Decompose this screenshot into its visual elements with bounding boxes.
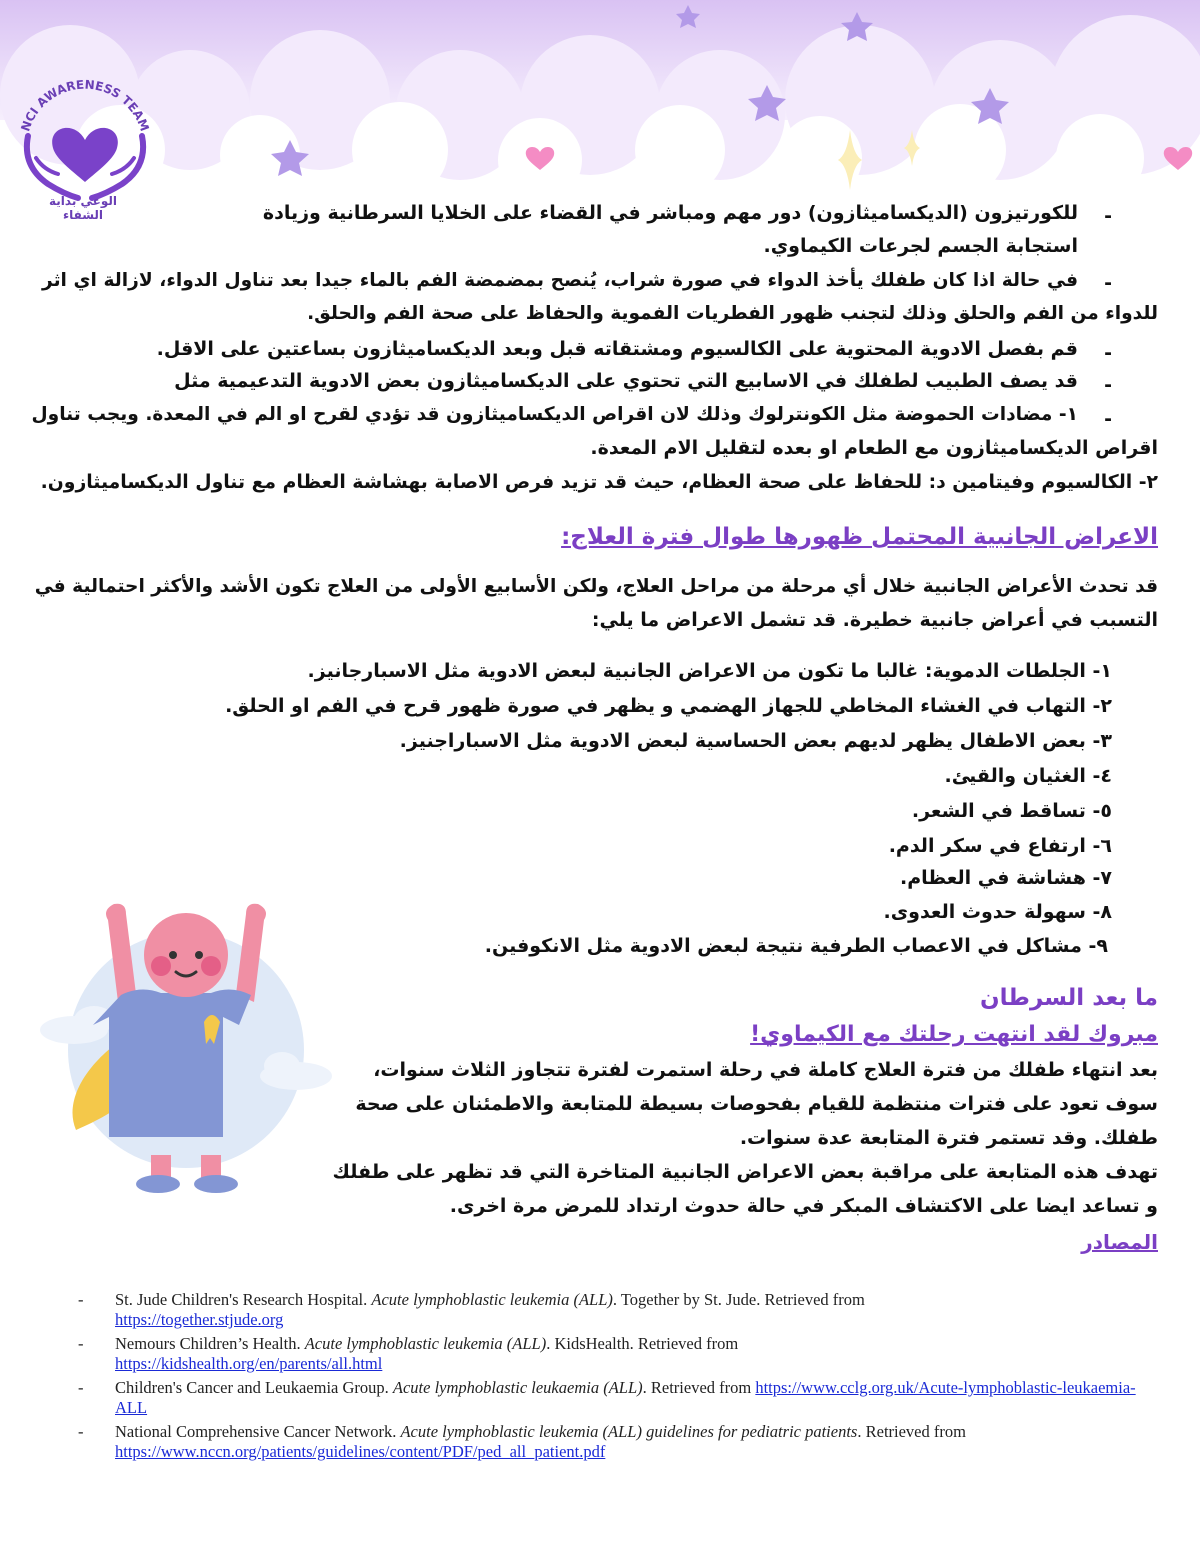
source-tail: . Retrieved from	[857, 1422, 966, 1441]
side-effects-intro-line: التسبب في أعراض جانبية خطيرة. قد تشمل الاعراض ما يلي:	[591, 609, 1158, 631]
child-superhero-illustration	[36, 900, 336, 1210]
list-item: ٣- بعض الاطفال يظهر لديهم بعض الحساسية لبعض الادوية مثل الاسباراجنيز.	[399, 730, 1112, 752]
source-author: National Comprehensive Cancer Network.	[115, 1422, 401, 1441]
header-clouds-decoration	[0, 0, 1200, 200]
source-item	[78, 1378, 1138, 1418]
sources-list	[78, 1290, 1138, 1466]
bullet-dash: -	[1104, 272, 1112, 294]
list-item: ٦- ارتفاع في سكر الدم.	[888, 835, 1112, 857]
source-tail: . Together by St. Jude. Retrieved from	[612, 1290, 865, 1309]
list-item: ١- الجلطات الدموية: غالبا ما تكون من الاعراض الجانبية لبعض الادوية مثل الاسبارجانيز.	[307, 660, 1112, 682]
paragraph-line: بعد انتهاء طفلك من فترة العلاج كاملة في رحلة استمرت لفترة تتجاوز الثلاث سنوات،	[373, 1059, 1158, 1081]
bullet-dash: -	[1104, 342, 1112, 364]
after-cancer-heading: ما بعد السرطان	[980, 985, 1158, 1011]
bullet-line: ١- مضادات الحموضة مثل الكونترلوك وذلك لان اقراص الديكساميثازون قد تؤدي لقرح او الم في المعدة. ويجب تناول	[31, 404, 1078, 425]
paragraph-line: سوف تعود على فترات منتظمة للقيام بفحوصات بسيطة للمتابعة والاطمئنان على صحة	[355, 1093, 1158, 1115]
bullet-line: استجابة الجسم لجرعات الكيماوي.	[763, 235, 1078, 257]
svg-text:NCI AWARENESS TEAM: NCI AWARENESS TEAM	[18, 77, 152, 134]
heart-icon	[52, 128, 118, 182]
bullet-dash: -	[1104, 205, 1112, 227]
source-item	[78, 1334, 1138, 1374]
source-author: St. Jude Children's Research Hospital.	[115, 1290, 372, 1309]
source-tail: . Retrieved from	[642, 1378, 756, 1397]
list-item: ٤- الغثيان والقيئ.	[944, 765, 1112, 787]
source-item	[78, 1290, 1138, 1330]
source-title: Acute lymphoblastic leukemia (ALL) guidelines for pediatric patients	[400, 1422, 858, 1441]
source-bullet: -	[78, 1422, 84, 1441]
source-link[interactable]: https://www.cclg.org.uk/Acute-lymphoblastic-leukaemia-ALL	[115, 1378, 1136, 1417]
source-author: Children's Cancer and Leukaemia Group.	[115, 1378, 393, 1397]
source-bullet: -	[78, 1378, 84, 1397]
source-link[interactable]: https://www.nccn.org/patients/guidelines/content/PDF/ped_all_patient.pdf	[115, 1442, 606, 1461]
list-item: ٧- هشاشة في العظام.	[899, 867, 1112, 889]
source-tail: . KidsHealth. Retrieved from	[546, 1334, 739, 1353]
congrats-subheading: مبروك لقد انتهت رحلتك مع الكيماوي!	[750, 1022, 1158, 1047]
logo-tagline: الوعي بداية الشفاء	[49, 194, 117, 222]
source-link[interactable]: https://kidshealth.org/en/parents/all.html	[115, 1354, 383, 1373]
bullet-dash: -	[1104, 408, 1112, 430]
source-title: Acute lymphoblastic leukemia (ALL)	[371, 1290, 613, 1309]
sources-heading: المصادر	[1081, 1230, 1158, 1254]
bullet-line: قد يصف الطبيب لطفلك في الاسابيع التي تحتوي على الديكساميثازون بعض الادوية التدعيمية مثل	[174, 370, 1078, 392]
list-item: ٨- سهولة حدوث العدوى.	[883, 901, 1112, 923]
bullet-line: اقراص الديكساميثازون مع الطعام او بعده لتقليل الام المعدة.	[590, 437, 1158, 459]
bullet-line: للدواء من الفم والحلق وذلك لتجنب ظهور الفطريات الفموية والحفاظ على صحة الفم والحلق.	[307, 303, 1158, 324]
bullet-dash: -	[1104, 374, 1112, 396]
source-item	[78, 1422, 1138, 1462]
source-bullet: -	[78, 1334, 84, 1353]
source-title: Acute lymphoblastic leukemia (ALL)	[304, 1334, 547, 1353]
list-item: ٥- تساقط في الشعر.	[911, 800, 1112, 822]
list-item: ٢- التهاب في الغشاء المخاطي للجهاز الهضمي و يظهر في صورة ظهور قرح في الفم او الحلق.	[225, 695, 1112, 717]
paragraph-line: و تساعد ايضا على الاكتشاف المبكر في حالة حدوث ارتداد للمرض مرة اخرى.	[449, 1195, 1158, 1217]
list-item: ٩- مشاكل في الاعصاب الطرفية نتيجة لبعض الادوية مثل الانكوفين.	[484, 935, 1108, 957]
source-link[interactable]: https://together.stjude.org	[115, 1310, 284, 1329]
source-title: Acute lymphoblastic leukaemia (ALL)	[392, 1378, 643, 1397]
source-author: Nemours Children’s Health.	[115, 1334, 305, 1353]
paragraph-line: تهدف هذه المتابعة على مراقبة بعض الاعراض الجانبية المتاخرة التي قد تظهر على طفلك	[332, 1161, 1158, 1183]
bullet-line: للكورتيزون (الديكساميثازون) دور مهم ومباشر في القضاء على الخلايا السرطانية وزيادة	[262, 202, 1078, 224]
bullet-line: في حالة اذا كان طفلك يأخذ الدواء في صورة شراب، يُنصح بمضمضة الفم بالماء جيدا بعد تناول الدواء، لازالة اي اثر	[42, 270, 1078, 291]
side-effects-intro-line: قد تحدث الأعراض الجانبية خلال أي مرحلة من مراحل العلاج، ولكن الأسابيع الأولى من العلاج تكون الأشد والأكثر احتمالية في	[34, 576, 1158, 597]
calcium-line: ٢- الكالسيوم وفيتامين د: للحفاظ على صحة العظام، حيث قد تزيد فرص الاصابة بهشاشة العظام مع تناول الديكساميثازون.	[40, 472, 1158, 493]
side-effects-heading: الاعراض الجانبية المحتمل ظهورها طوال فترة العلاج:	[561, 524, 1158, 550]
bullet-line: قم بفصل الادوية المحتوية على الكالسيوم ومشتقاته قبل وبعد الديكساميثازون بساعتين على الاقل.	[156, 338, 1078, 360]
paragraph-line: طفلك. وقد تستمر فترة المتابعة عدة سنوات.	[739, 1127, 1158, 1149]
source-bullet: -	[78, 1290, 84, 1309]
